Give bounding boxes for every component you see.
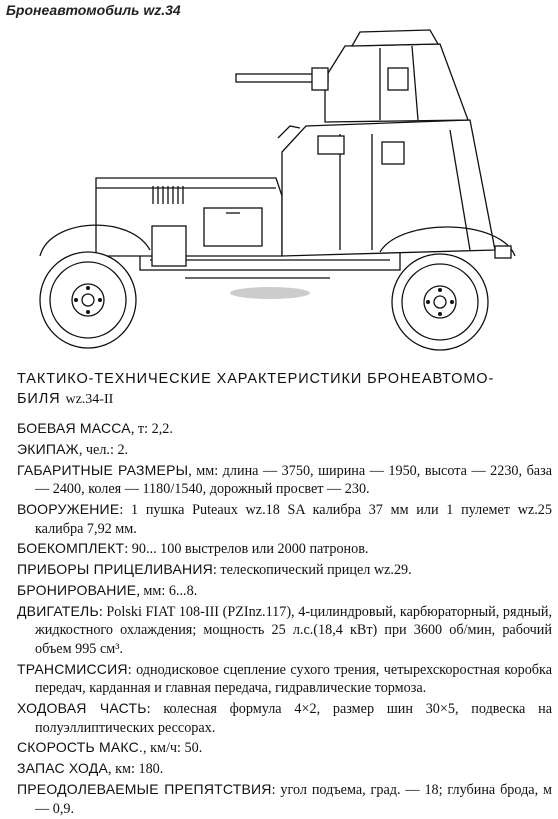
spec-value: , чел.: 2. — [78, 441, 129, 458]
spec-label: СКОРОСТЬ МАКС. — [17, 739, 143, 756]
spec-value: : телескопический прицел wz.29. — [212, 562, 412, 579]
spec-label: ПРИБОРЫ ПРИЦЕЛИВАНИЯ — [17, 561, 213, 578]
spec-label: БРОНИРОВАНИЕ — [17, 581, 137, 598]
front-wheel — [40, 252, 136, 348]
spec-label: ХОДОВАЯ ЧАСТЬ — [17, 700, 147, 716]
specs-heading — [17, 369, 547, 410]
hood-louvres — [153, 186, 183, 204]
spec-value: , км/ч: 50. — [143, 740, 203, 757]
spec-label: ГАБАРИТНЫЕ РАЗМЕРЫ — [17, 461, 189, 478]
rear-wheel — [392, 254, 488, 350]
spec-label: ЭКИПАЖ — [17, 440, 79, 457]
spec-value: : 90... 100 выстрелов или 2000 патронов. — [124, 541, 369, 558]
spec-value: , т: 2,2. — [130, 421, 173, 437]
specs-list — [17, 419, 552, 819]
specs-heading-line2: БИЛЯ — [17, 391, 61, 407]
armored-car-drawing — [0, 18, 558, 363]
specs-heading-line1: ТАКТИКО-ТЕХНИЧЕСКИЕ ХАРАКТЕРИСТИКИ БРОНЕАВТОМО- — [17, 371, 495, 387]
spec-row — [17, 699, 552, 737]
spec-value: : колесная формула 4×2, размер шин 30×5, подвеска на полуэллиптических рессорах. — [35, 701, 552, 736]
spec-label: ЗАПАС ХОДА — [17, 760, 109, 777]
spec-label: ТРАНСМИССИЯ — [17, 660, 128, 677]
spec-row — [17, 581, 552, 601]
spec-row — [17, 738, 552, 758]
spec-row — [17, 759, 552, 779]
spec-row — [17, 419, 552, 439]
spec-label: ДВИГАТЕЛЬ — [17, 602, 99, 619]
specs-heading-model: wz.34-II — [65, 392, 114, 407]
spec-value: , мм: длина — 3750, ширина — 1950, высота — 2230, база — 2400, колея — 1180/1540, дорожный просвет — 230. — [35, 462, 552, 498]
spec-row — [17, 539, 552, 559]
spec-row — [17, 602, 552, 659]
spec-label: ПРЕОДОЛЕВАЕМЫЕ ПРЕПЯТСТВИЯ — [17, 780, 272, 797]
spec-label: ВООРУЖЕНИЕ — [17, 500, 120, 517]
spec-row — [17, 461, 552, 499]
spec-row — [17, 500, 552, 538]
hood-hatch — [204, 208, 262, 246]
spec-row — [17, 440, 552, 460]
spec-label: БОЕВАЯ МАССА — [17, 420, 131, 436]
spec-row — [17, 780, 552, 818]
spec-row — [17, 560, 552, 580]
spec-value: : однодисковое сцепление сухого трения, четырехскоростная коробка передач, карданная и главная передача, гидравлические тормоза. — [35, 661, 552, 697]
spec-label: БОЕКОМПЛЕКТ — [17, 540, 125, 557]
page-title: Бронеавтомобиль wz.34 — [6, 2, 181, 18]
spec-value: , км: 180. — [108, 761, 164, 778]
spec-value: , мм: 6...8. — [136, 582, 198, 599]
spec-value: : Polski FIAT 108-III (PZInz.117), 4-цилиндровый, карбюраторный, рядный, жидкостного охлаждения; мощность 25 л.с.(18,4 кВт) при 3600 об/мин, рабочий объем 995 см³. — [35, 603, 552, 657]
spec-value: : угол подъема, град. — 18; глубина брода, м — 0,9. — [35, 781, 552, 817]
spec-value: : 1 пушка Puteaux wz.18 SA калибра 37 мм или 1 пулемет wz.25 калибра 7,92 мм. — [35, 501, 552, 537]
spec-row — [17, 660, 552, 698]
